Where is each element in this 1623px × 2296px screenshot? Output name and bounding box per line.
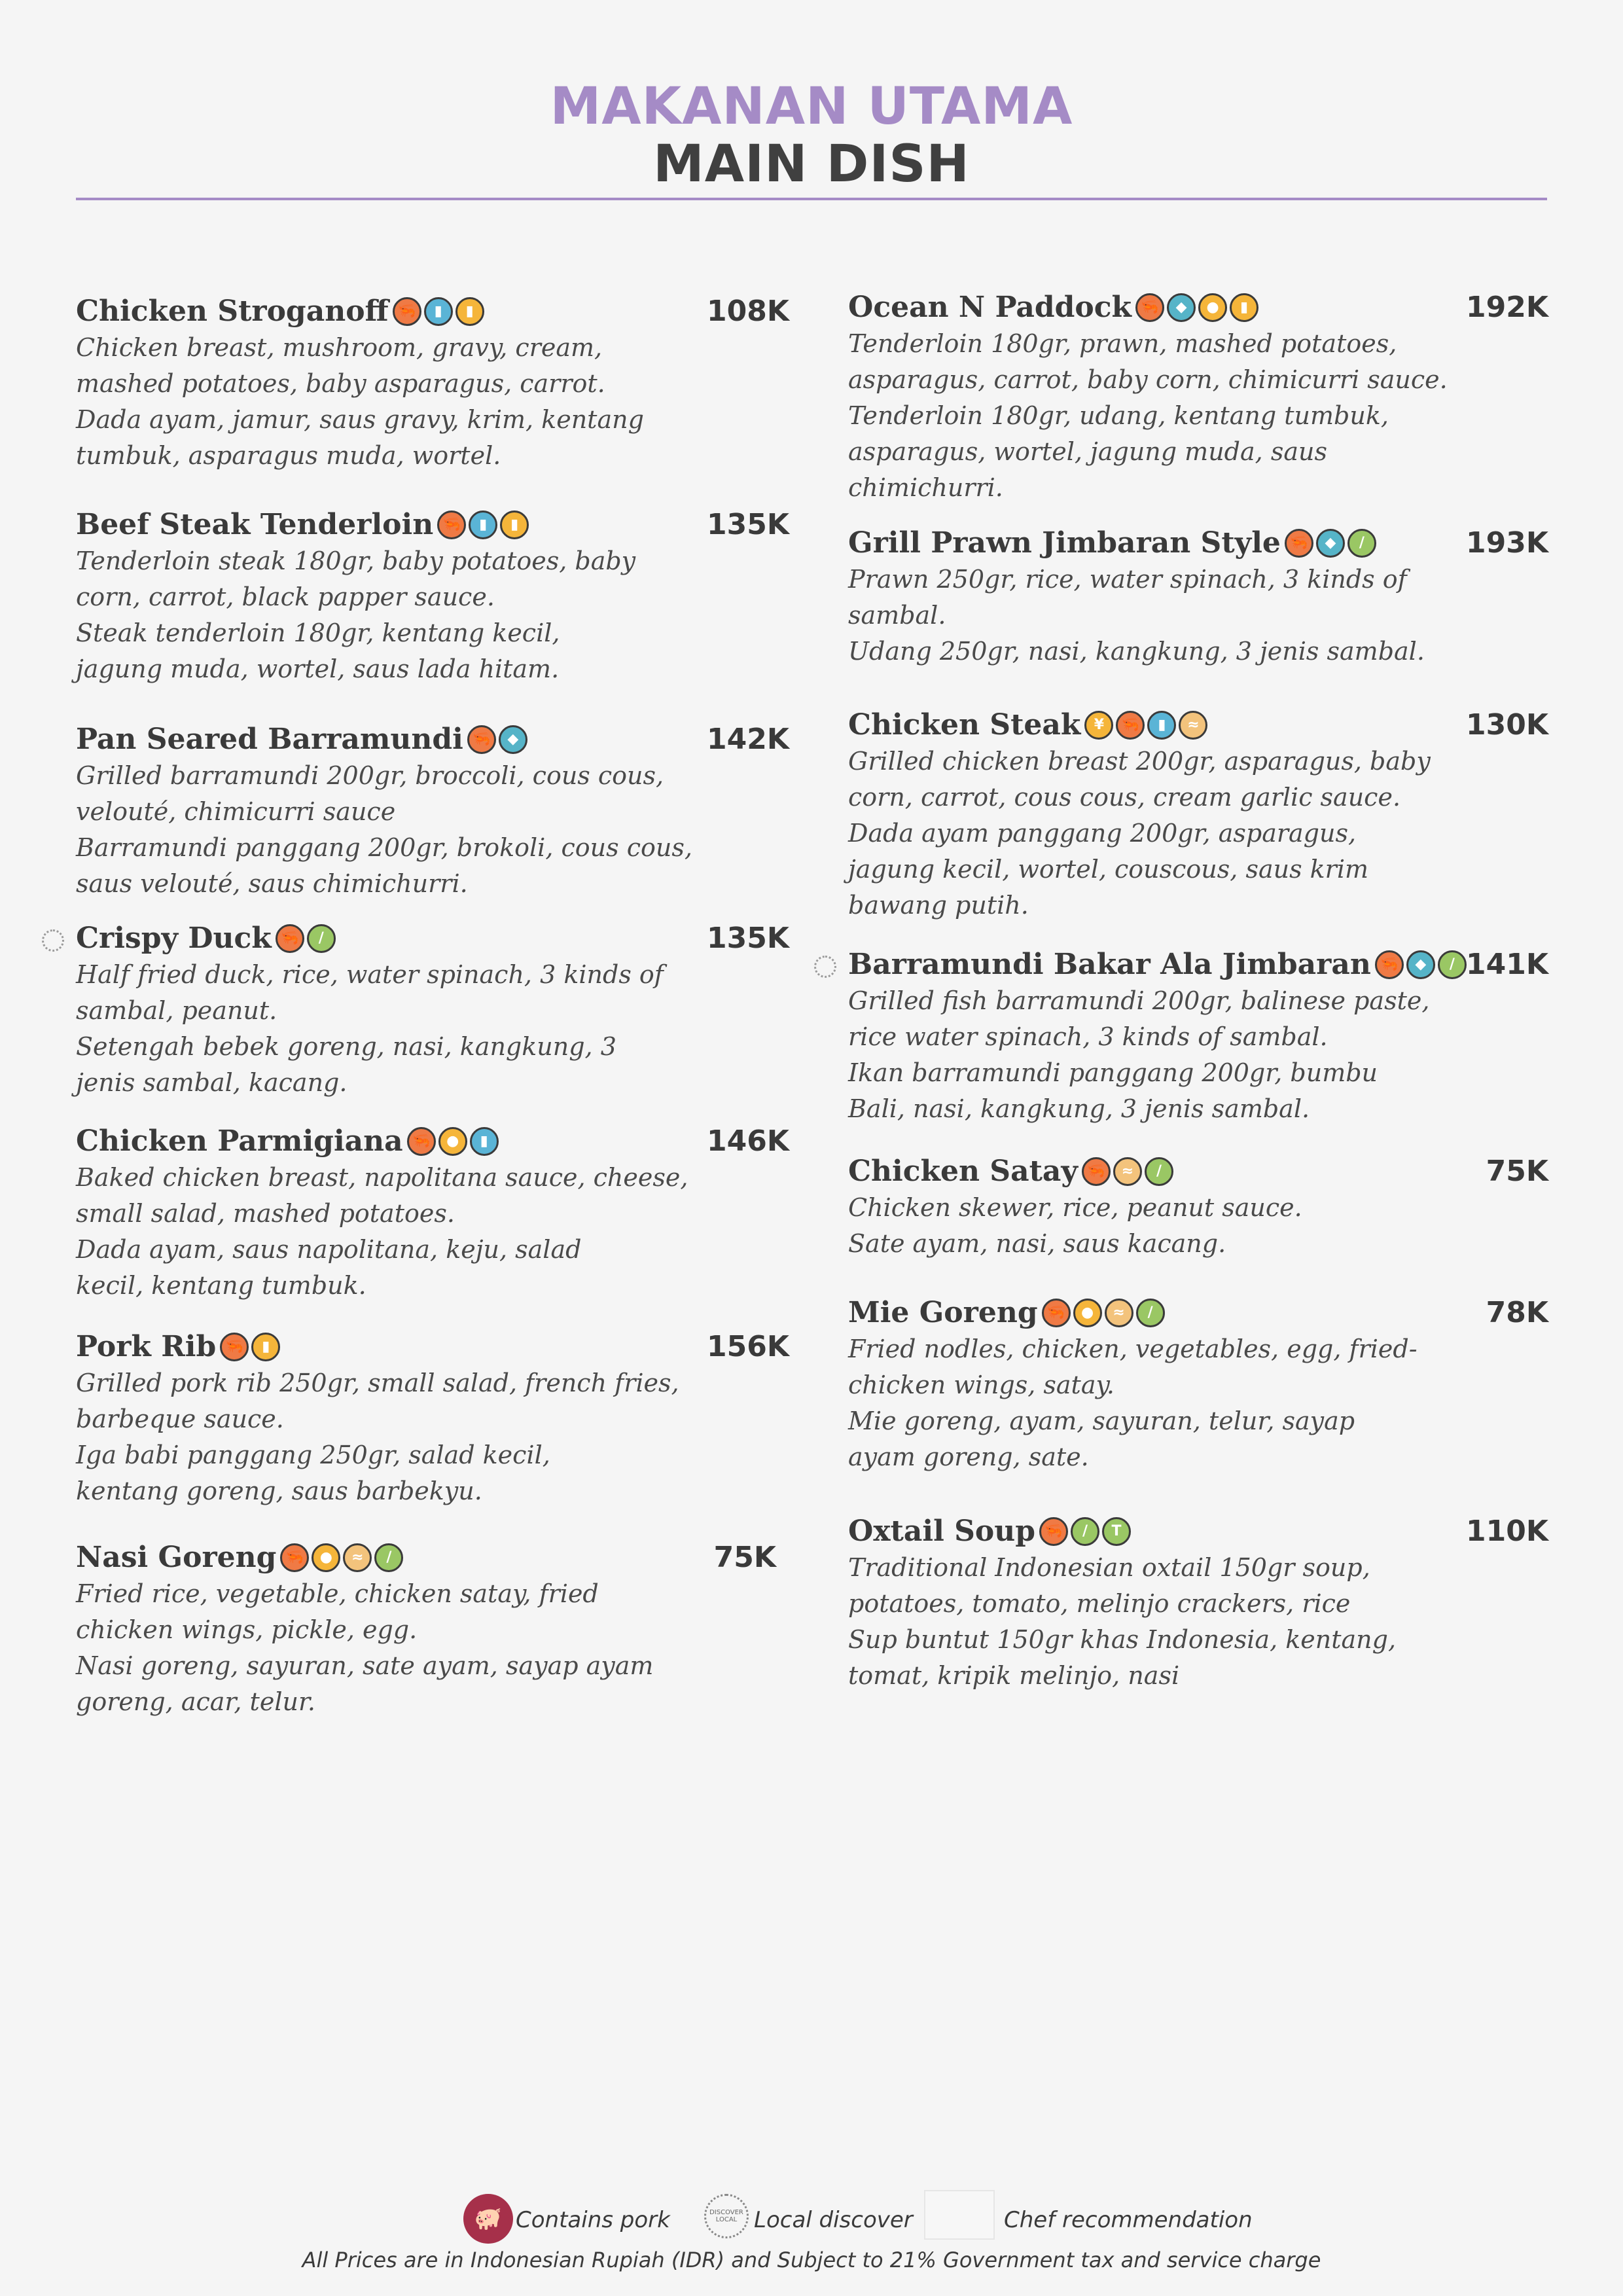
item-description: Fried rice, vegetable, chicken satay, fried chicken wings, pickle, egg. Nasi goreng, sayuran, sate ayam, sayap ayam goreng, acar, telur.: [76, 1579, 654, 1716]
allergen-celery-icon: /: [1136, 1299, 1165, 1327]
menu-item: [76, 1538, 789, 1721]
menu-item: [76, 919, 789, 1102]
allergen-soy-icon: ≈: [1113, 1157, 1142, 1186]
item-description: Traditional Indonesian oxtail 150gr soup, potatoes, tomato, melinjo crackers, rice Sup buntut 150gr khas Indonesia, kentang, tomat, kripik melinjo, nasi: [848, 1553, 1397, 1690]
allergen-celery-icon: /: [1145, 1157, 1173, 1186]
item-price: 135K: [707, 922, 789, 955]
allergen-fish-icon: ◆: [1406, 950, 1435, 979]
allergen-crustacean-icon: 🦐: [276, 924, 304, 953]
page-title-english: MAIN DISH: [653, 135, 970, 194]
item-name: Mie Goreng: [848, 1296, 1038, 1329]
allergen-crustacean-icon: 🦐: [1042, 1299, 1071, 1327]
menu-item: [848, 288, 1555, 511]
menu-item: [848, 524, 1555, 681]
allergen-milk-icon: ▮: [470, 1127, 499, 1156]
allergen-bottle-icon: ▮: [500, 511, 529, 539]
legend-chef-label: Chef recommendation: [1004, 2207, 1253, 2233]
allergen-mustard-icon: T: [1102, 1517, 1131, 1546]
allergen-celery-icon: /: [1438, 950, 1467, 979]
menu-item: [848, 1293, 1555, 1477]
allergen-egg-icon: ●: [312, 1543, 340, 1572]
allergen-crustacean-icon: 🦐: [393, 297, 421, 326]
legend: [0, 2186, 1623, 2245]
allergen-egg-icon: ●: [1073, 1299, 1102, 1327]
allergen-crustacean-icon: 🦐: [1116, 711, 1145, 740]
item-price: 192K: [1466, 291, 1548, 324]
menu-item: [848, 1152, 1555, 1270]
item-price: 156K: [707, 1330, 789, 1363]
item-description: Half fried duck, rice, water spinach, 3 kinds of sambal, peanut. Setengah bebek goreng, nasi, kangkung, 3 jenis sambal, kacang.: [76, 960, 664, 1097]
item-description: Grilled fish barramundi 200gr, balinese paste, rice water spinach, 3 kinds of sambal. Ikan barramundi panggang 200gr, bumbu Bali, nasi, kangkung, 3 jenis sambal.: [848, 986, 1430, 1123]
item-price: 135K: [707, 508, 789, 541]
local-discover-icon: [42, 929, 64, 952]
item-name: Ocean N Paddock: [848, 291, 1132, 324]
item-price: 141K: [1466, 948, 1548, 981]
allergen-fish-icon: ◆: [1316, 529, 1345, 558]
allergen-bottle-icon: ▮: [251, 1333, 280, 1361]
allergen-crustacean-icon: 🦐: [1375, 950, 1404, 979]
item-name: Beef Steak Tenderloin: [76, 508, 434, 541]
local-discover-badge-icon: DISCOVER LOCAL: [704, 2194, 749, 2238]
allergen-milk-icon: ▮: [1147, 711, 1176, 740]
item-name: Nasi Goreng: [76, 1541, 277, 1574]
item-description: Grilled barramundi 200gr, broccoli, cous cous, velouté, chimicurri sauce Barramundi panggang 200gr, brokoli, cous cous, saus velouté, saus chimichurri.: [76, 761, 692, 898]
item-name: Grill Prawn Jimbaran Style: [848, 526, 1281, 560]
chef-recommendation-icon: [924, 2190, 995, 2240]
allergen-soy-icon: ≈: [343, 1543, 372, 1572]
item-description: Tenderloin 180gr, prawn, mashed potatoes, asparagus, carrot, baby corn, chimicurri sauce. Tenderloin 180gr, udang, kentang tumbuk, asparagus, wortel, jagung muda, saus chimichurri.: [848, 329, 1448, 502]
allergen-egg-icon: ●: [438, 1127, 467, 1156]
legend-pork-label: Contains pork: [516, 2207, 670, 2233]
item-description: Chicken breast, mushroom, gravy, cream, mashed potatoes, baby asparagus, carrot. Dada ayam, jamur, saus gravy, krim, kentang tumbuk, asparagus muda, wortel.: [76, 333, 644, 470]
item-price: 78K: [1486, 1296, 1548, 1329]
allergen-crustacean-icon: 🦐: [1135, 293, 1164, 322]
item-name: Barramundi Bakar Ala Jimbaran: [848, 948, 1371, 981]
item-price: 110K: [1466, 1515, 1548, 1548]
item-price: 108K: [707, 295, 789, 328]
allergen-crustacean-icon: 🦐: [1039, 1517, 1068, 1546]
price-footnote: All Prices are in Indonesian Rupiah (IDR) and Subject to 21% Government tax and service charge: [302, 2248, 1321, 2272]
item-price: 193K: [1466, 526, 1548, 560]
allergen-crustacean-icon: 🦐: [407, 1127, 436, 1156]
allergen-celery-icon: /: [1347, 529, 1376, 558]
item-description: Fried nodles, chicken, vegetables, egg, fried- chicken wings, satay. Mie goreng, ayam, sayuran, telur, sayap ayam goreng, sate.: [848, 1335, 1418, 1471]
allergen-celery-icon: /: [307, 924, 336, 953]
allergen-fish-icon: ◆: [1167, 293, 1196, 322]
menu-item: [76, 1327, 789, 1511]
legend-local-label: Local discover: [754, 2207, 913, 2233]
item-price: 146K: [707, 1124, 789, 1158]
item-description: Grilled pork rib 250gr, small salad, french fries, barbeque sauce. Iga babi panggang 250gr, salad kecil, kentang goreng, saus barbekyu.: [76, 1369, 679, 1505]
item-name: Pork Rib: [76, 1330, 217, 1363]
item-price: 75K: [713, 1541, 776, 1574]
allergen-fish-icon: ◆: [499, 725, 527, 754]
allergen-bottle-icon: ▮: [455, 297, 484, 326]
title-divider: [76, 198, 1547, 200]
item-name: Pan Seared Barramundi: [76, 723, 463, 756]
allergen-egg-icon: ●: [1198, 293, 1227, 322]
item-name: Chicken Satay: [848, 1155, 1078, 1188]
item-description: Tenderloin steak 180gr, baby potatoes, baby corn, carrot, black papper sauce. Steak tenderloin 180gr, kentang kecil, jagung muda, wortel, saus lada hitam.: [76, 547, 636, 683]
allergen-crustacean-icon: 🦐: [1082, 1157, 1111, 1186]
item-description: Baked chicken breast, napolitana sauce, cheese, small salad, mashed potatoes. Dada ayam, saus napolitana, keju, salad kecil, kentang tumbuk.: [76, 1163, 688, 1300]
allergen-soy-icon: ≈: [1105, 1299, 1133, 1327]
item-price: 130K: [1466, 708, 1548, 742]
menu-item: [76, 720, 789, 903]
allergen-crustacean-icon: 🦐: [467, 725, 496, 754]
item-price: 75K: [1486, 1155, 1548, 1188]
menu-item: [76, 505, 789, 689]
page-title-indonesian: MAKANAN UTAMA: [550, 77, 1073, 136]
item-name: Chicken Steak: [848, 708, 1081, 742]
item-name: Crispy Duck: [76, 922, 272, 955]
allergen-milk-icon: ▮: [424, 297, 453, 326]
allergen-gluten-icon: ¥: [1084, 711, 1113, 740]
allergen-crustacean-icon: 🦐: [1285, 529, 1313, 558]
item-description: Chicken skewer, rice, peanut sauce. Sate ayam, nasi, saus kacang.: [848, 1193, 1302, 1258]
allergen-crustacean-icon: 🦐: [280, 1543, 309, 1572]
item-description: Prawn 250gr, rice, water spinach, 3 kinds of sambal. Udang 250gr, nasi, kangkung, 3 jenis sambal.: [848, 565, 1425, 666]
item-name: Chicken Stroganoff: [76, 295, 389, 328]
item-price: 142K: [707, 723, 789, 756]
item-description: Grilled chicken breast 200gr, asparagus, baby corn, carrot, cous cous, cream garlic sauce. Dada ayam panggang 200gr, asparagus, jagung kecil, wortel, couscous, saus krim bawang putih.: [848, 747, 1431, 920]
item-name: Oxtail Soup: [848, 1515, 1036, 1548]
allergen-celery-icon: /: [1071, 1517, 1099, 1546]
local-discover-icon: [814, 956, 836, 978]
allergen-crustacean-icon: 🦐: [220, 1333, 249, 1361]
allergen-celery-icon: /: [374, 1543, 403, 1572]
menu-item: [76, 1122, 789, 1305]
item-name: Chicken Parmigiana: [76, 1124, 403, 1158]
allergen-milk-icon: ▮: [469, 511, 497, 539]
menu-item: [848, 945, 1555, 1128]
pork-icon: 🐖: [463, 2194, 513, 2244]
allergen-crustacean-icon: 🦐: [437, 511, 466, 539]
allergen-bottle-icon: ▮: [1230, 293, 1258, 322]
menu-item: [848, 706, 1555, 928]
allergen-soy-icon: ≈: [1179, 711, 1207, 740]
menu-item: [848, 1512, 1555, 1695]
menu-item: [76, 292, 789, 475]
